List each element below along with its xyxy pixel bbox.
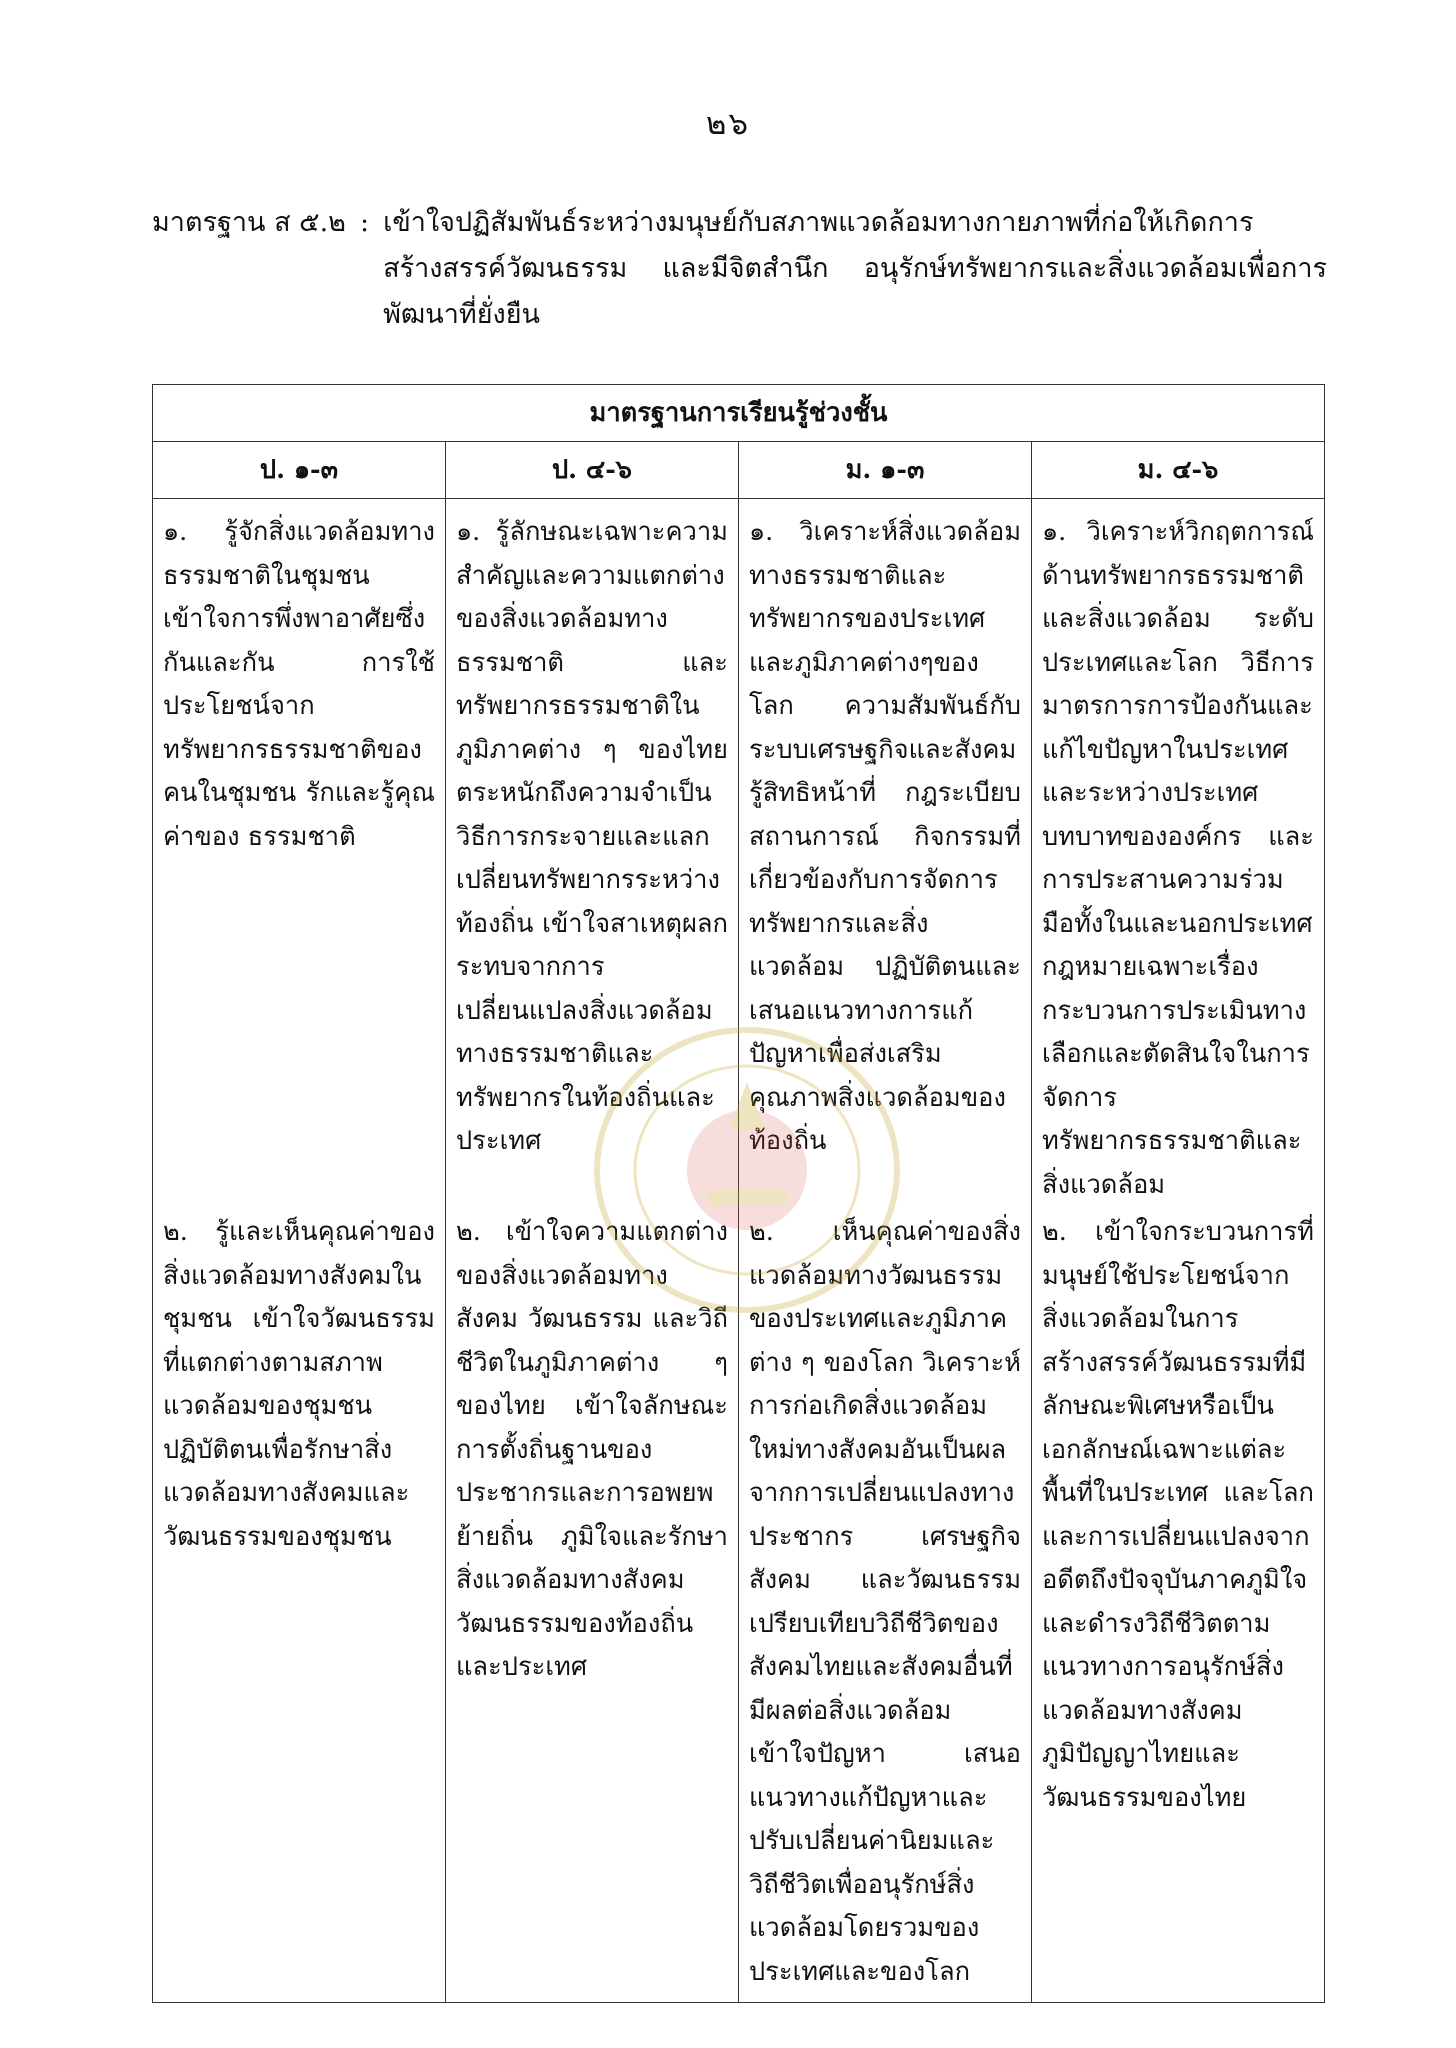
- table-title: มาตรฐานการเรียนรู้ช่วงชั้น: [153, 385, 1325, 442]
- column-header-m1-3: ม. ๑-๓: [739, 442, 1032, 499]
- cell-item-2: ๒. เข้าใจความแตกต่างของสิ่งแวดล้อมทางสังคม วัฒนธรรม และวิถีชีวิตในภูมิภาคต่าง ๆ ของไทย เข้าใจลักษณะการตั้งถิ่นฐานของประชากรและการอพยพย้ายถิ่น ภูมิใจและรักษาสิ่งแวดล้อมทางสังคม วัฒนธรรมของท้องถิ่น และประเทศ: [456, 1217, 728, 1682]
- page-number: ๒๖: [705, 106, 751, 142]
- table-cell-m1-3: [739, 499, 1032, 2003]
- column-header-m4-6: ม. ๔-๖: [1032, 442, 1325, 499]
- cell-item-2: ๒. รู้และเห็นคุณค่าของสิ่งแวดล้อมทางสังคมในชุมชน เข้าใจวัฒนธรรมที่แตกต่างตามสภาพแวดล้อมของชุมชน ปฏิบัติตนเพื่อรักษาสิ่งแวดล้อมทางสังคมและวัฒนธรรมของชุมชน: [163, 1217, 435, 1552]
- cell-item-2: ๒. เข้าใจกระบวนการที่มนุษย์ใช้ประโยชน์จากสิ่งแวดล้อมในการสร้างสรรค์วัฒนธรรมที่มีลักษณะพิเศษหรือเป็นเอกลักษณ์เฉพาะแต่ละพื้นที่ในประเทศ และโลก และการเปลี่ยนแปลงจากอดีตถึงปัจจุบันภาคภูมิใจ และดำรงวิถีชีวิตตามแนวทางการอนุรักษ์สิ่งแวดล้อมทางสังคมภูมิปัญญาไทยและวัฒนธรรมของไทย: [1042, 1217, 1314, 1813]
- standard-colon: :: [359, 207, 370, 238]
- cell-item-1: ๑. วิเคราะห์สิ่งแวดล้อมทางธรรมชาติและทรัพยากรของประเทศและภูมิภาคต่างๆของโลก ความสัมพันธ์กับระบบเศรษฐกิจและสังคม รู้สิทธิหน้าที่ กฎระเบียบ สถานการณ์ กิจกรรมที่เกี่ยวข้องกับการจัดการทรัพยากรและสิ่งแวดล้อม ปฏิบัติตนและเสนอแนวทางการแก้ปัญหาเพื่อส่งเสริมคุณภาพสิ่งแวดล้อมของท้องถิ่น: [749, 517, 1021, 1156]
- table-cell-p1-3: [153, 499, 446, 2003]
- standard-description: เข้าใจปฏิสัมพันธ์ระหว่างมนุษย์กับสภาพแวดล้อมทางกายภาพที่ก่อให้เกิดการสร้างสรรค์วัฒนธรรม และมีจิตสำนึก อนุรักษ์ทรัพยากรและสิ่งแวดล้อมเพื่อการพัฒนาที่ยั่งยืน: [383, 207, 1327, 330]
- learning-standards-table: [152, 384, 1325, 2003]
- column-header-p4-6: ป. ๔-๖: [446, 442, 739, 499]
- table-row: [153, 499, 1325, 2003]
- column-header-p1-3: ป. ๑-๓: [153, 442, 446, 499]
- table-cell-p4-6: [446, 499, 739, 2003]
- standard-label: มาตรฐาน ส ๕.๒: [152, 207, 346, 238]
- cell-item-2: ๒. เห็นคุณค่าของสิ่งแวดล้อมทางวัฒนธรรมของประเทศและภูมิภาคต่าง ๆ ของโลก วิเคราะห์การก่อเกิดสิ่งแวดล้อมใหม่ทางสังคมอันเป็นผลจากการเปลี่ยนแปลงทางประชากร เศรษฐกิจ สังคม และวัฒนธรรม เปรียบเทียบวิถีชีวิตของสังคมไทยและสังคมอื่นที่มีผลต่อสิ่งแวดล้อม เข้าใจปัญหา เสนอแนวทางแก้ปัญหาและปรับเปลี่ยนค่านิยมและวิถีชีวิตเพื่ออนุรักษ์สิ่งแวดล้อมโดยรวมของประเทศและของโลก: [749, 1217, 1021, 1987]
- cell-item-1: ๑. วิเคราะห์วิกฤตการณ์ด้านทรัพยากรธรรมชาติและสิ่งแวดล้อม ระดับประเทศและโลก วิธีการ มาตรการการป้องกันและแก้ไขปัญหาในประเทศและระหว่างประเทศ บทบาทขององค์กร และการประสานความร่วมมือทั้งในและนอกประเทศ กฎหมายเฉพาะเรื่อง กระบวนการประเมินทางเลือกและตัดสินใจในการจัดการทรัพยากรธรรมชาติและสิ่งแวดล้อม: [1042, 517, 1314, 1200]
- table-cell-m4-6: [1032, 499, 1325, 2003]
- cell-item-1: ๑. รู้ลักษณะเฉพาะความสำคัญและความแตกต่างของสิ่งแวดล้อมทางธรรมชาติ และทรัพยากรธรรมชาติในภูมิภาคต่าง ๆ ของไทย ตระหนักถึงความจำเป็น วิธีการกระจายและแลกเปลี่ยนทรัพยากรระหว่างท้องถิ่น เข้าใจสาเหตุผลกระทบจากการเปลี่ยนแปลงสิ่งแวดล้อมทางธรรมชาติและทรัพยากรในท้องถิ่นและประเทศ: [456, 517, 728, 1156]
- cell-item-1: ๑. รู้จักสิ่งแวดล้อมทางธรรมชาติในชุมชน เข้าใจการพึ่งพาอาศัยซึ่งกันและกัน การใช้ประโยชน์จากทรัพยากรธรรมชาติของคนในชุมชน รักและรู้คุณค่าของ ธรรมชาติ: [163, 517, 435, 852]
- standard-heading: [152, 200, 1327, 338]
